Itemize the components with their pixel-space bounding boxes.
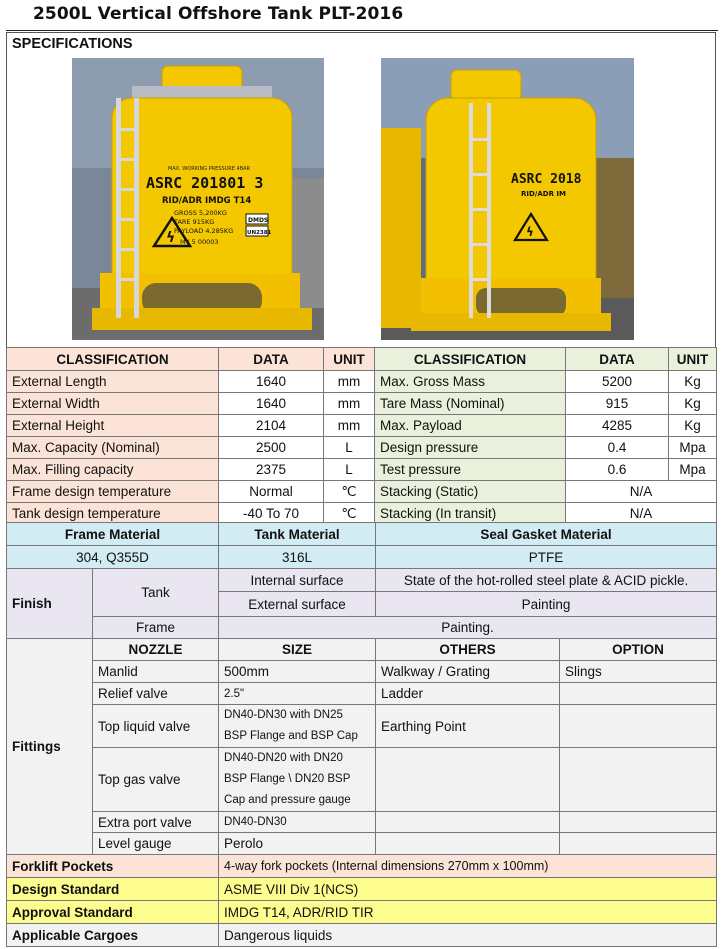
fitting-option [560, 748, 717, 812]
right-spec-label: Max. Gross Mass [375, 371, 566, 393]
forklift-pockets-value: 4-way fork pockets (Internal dimensions 270mm x 100mm) [219, 855, 717, 878]
fitting-nozzle: Top liquid valve [93, 705, 219, 748]
fitting-size-line: DN40-DN20 with DN20 [224, 752, 343, 764]
left-header-unit: UNIT [324, 348, 375, 371]
finish-tank-label: Tank [93, 569, 219, 617]
left-spec-unit: mm [324, 393, 375, 415]
right-spec-data: 0.4 [566, 437, 669, 459]
right-spec-data: 5200 [566, 371, 669, 393]
frame-material-value: 304, Q355D [7, 546, 219, 569]
left-spec-unit: mm [324, 415, 375, 437]
design-standard-value: ASME VIII Div 1(NCS) [219, 878, 717, 901]
left-spec-label: External Height [7, 415, 219, 437]
left-spec-data: 1640 [219, 371, 324, 393]
right-spec-label: Tare Mass (Nominal) [375, 393, 566, 415]
right-spec-data: 0.6 [566, 459, 669, 481]
finish-external-label: External surface [219, 592, 376, 617]
tank-material-value: 316L [219, 546, 376, 569]
fitting-option [560, 683, 717, 705]
right-spec-data: 4285 [566, 415, 669, 437]
fitting-others [376, 748, 560, 812]
right-header-data: DATA [566, 348, 669, 371]
left-spec-data: 2104 [219, 415, 324, 437]
left-spec-data: 2375 [219, 459, 324, 481]
right-spec-label: Stacking (Static) [375, 481, 566, 503]
fitting-nozzle: Manlid [93, 661, 219, 683]
seal-material-header: Seal Gasket Material [376, 523, 717, 546]
left-spec-label: Max. Filling capacity [7, 459, 219, 481]
left-spec-data: 1640 [219, 393, 324, 415]
svg-text:ASRC 2018: ASRC 2018 [511, 172, 582, 187]
fitting-size: DN40-DN30 [219, 812, 376, 833]
finish-internal-label: Internal surface [219, 569, 376, 592]
right-spec-unit: Kg [669, 415, 717, 437]
tank-photo-angle [381, 58, 634, 340]
fitting-nozzle: Extra port valve [93, 812, 219, 833]
left-spec-unit: L [324, 437, 375, 459]
stencil-tare: TARE 915KG [174, 218, 215, 226]
stencil-code: RID/ADR IMDG T14 [162, 196, 252, 206]
fitting-others [376, 833, 560, 855]
fitting-size: 500mm [219, 661, 376, 683]
stencil-un: UN2381 [247, 230, 272, 236]
left-spec-label: Max. Capacity (Nominal) [7, 437, 219, 459]
stencil-dmds: DMDS [248, 217, 269, 224]
fittings-header-others: OTHERS [376, 639, 560, 661]
left-spec-label: Frame design temperature [7, 481, 219, 503]
tank-material-header: Tank Material [219, 523, 376, 546]
tank-photo-front [72, 58, 324, 340]
finish-frame-value: Painting. [219, 617, 717, 639]
fitting-option [560, 812, 717, 833]
finish-internal-value: State of the hot-rolled steel plate & ACID pickle. [376, 569, 717, 592]
svg-text:ϟ: ϟ [526, 225, 534, 239]
left-spec-unit: mm [324, 371, 375, 393]
right-spec-unit: Mpa [669, 459, 717, 481]
fitting-option: Slings [560, 661, 717, 683]
right-spec-unit: Mpa [669, 437, 717, 459]
finish-external-value: Painting [376, 592, 717, 617]
finish-label: Finish [7, 569, 93, 639]
left-spec-unit: L [324, 459, 375, 481]
right-spec-unit: Kg [669, 371, 717, 393]
left-spec-data: -40 To 70 [219, 503, 324, 525]
approval-standard-label: Approval Standard [7, 901, 219, 924]
stencil-serial: ASRC 201801 3 [146, 174, 264, 192]
specs-table [6, 347, 717, 525]
forklift-pockets-label: Forklift Pockets [7, 855, 219, 878]
stencil-gross: GROSS 5,200KG [174, 209, 227, 217]
fitting-option [560, 705, 717, 748]
right-spec-data: N/A [566, 503, 717, 525]
fitting-others [376, 812, 560, 833]
stencil-my: MY 5 00003 [180, 238, 219, 246]
finish-frame-label: Frame [93, 617, 219, 639]
frame-material-header: Frame Material [7, 523, 219, 546]
svg-text:ϟ: ϟ [166, 230, 176, 246]
right-spec-label: Max. Payload [375, 415, 566, 437]
materials-finish-fittings-table [6, 522, 717, 947]
fitting-others: Earthing Point [376, 705, 560, 748]
fittings-header-size: SIZE [219, 639, 376, 661]
stencil-payload: PAYLOAD 4,285KG [174, 227, 234, 235]
page-title: 2500L Vertical Offshore Tank PLT-2016 [33, 4, 404, 24]
approval-standard-value: IMDG T14, ADR/RID TIR [219, 901, 717, 924]
left-spec-label: External Length [7, 371, 219, 393]
fittings-header-nozzle: NOZZLE [93, 639, 219, 661]
left-header-classification: CLASSIFICATION [7, 348, 219, 371]
right-spec-data: 915 [566, 393, 669, 415]
left-spec-unit: ℃ [324, 503, 375, 525]
fitting-nozzle: Level gauge [93, 833, 219, 855]
fitting-size-line: Cap and pressure gauge [224, 794, 351, 806]
left-spec-data: 2500 [219, 437, 324, 459]
fitting-size: Perolo [219, 833, 376, 855]
applicable-cargoes-label: Applicable Cargoes [7, 924, 219, 947]
fitting-size-multiline [219, 748, 376, 812]
left-spec-unit: ℃ [324, 481, 375, 503]
right-spec-data: N/A [566, 481, 717, 503]
fitting-nozzle: Top gas valve [93, 748, 219, 812]
specifications-heading: SPECIFICATIONS [12, 36, 133, 52]
seal-material-value: PTFE [376, 546, 717, 569]
right-header-classification: CLASSIFICATION [375, 348, 566, 371]
design-standard-label: Design Standard [7, 878, 219, 901]
applicable-cargoes-value: Dangerous liquids [219, 924, 717, 947]
fittings-label: Fittings [7, 639, 93, 855]
left-spec-label: External Width [7, 393, 219, 415]
fittings-header-option: OPTION [560, 639, 717, 661]
fitting-others: Ladder [376, 683, 560, 705]
right-header-unit: UNIT [669, 348, 717, 371]
fitting-others: Walkway / Grating [376, 661, 560, 683]
right-spec-label: Test pressure [375, 459, 566, 481]
fitting-option [560, 833, 717, 855]
fitting-size-multiline [219, 705, 376, 748]
right-spec-label: Stacking (In transit) [375, 503, 566, 525]
fitting-size-line: DN40-DN30 with DN25 [224, 709, 343, 721]
fitting-size: 2.5" [219, 683, 376, 705]
stencil-max-pressure: MAX. WORKING PRESSURE 4BAR [168, 166, 251, 172]
fitting-size-line: BSP Flange and BSP Cap [224, 730, 358, 742]
fitting-size-line: BSP Flange \ DN20 BSP [224, 773, 351, 785]
left-spec-data: Normal [219, 481, 324, 503]
right-spec-label: Design pressure [375, 437, 566, 459]
svg-text:RID/ADR IM: RID/ADR IM [521, 190, 566, 198]
title-underline [6, 30, 718, 31]
fitting-nozzle: Relief valve [93, 683, 219, 705]
left-header-data: DATA [219, 348, 324, 371]
left-spec-label: Tank design temperature [7, 503, 219, 525]
right-spec-unit: Kg [669, 393, 717, 415]
